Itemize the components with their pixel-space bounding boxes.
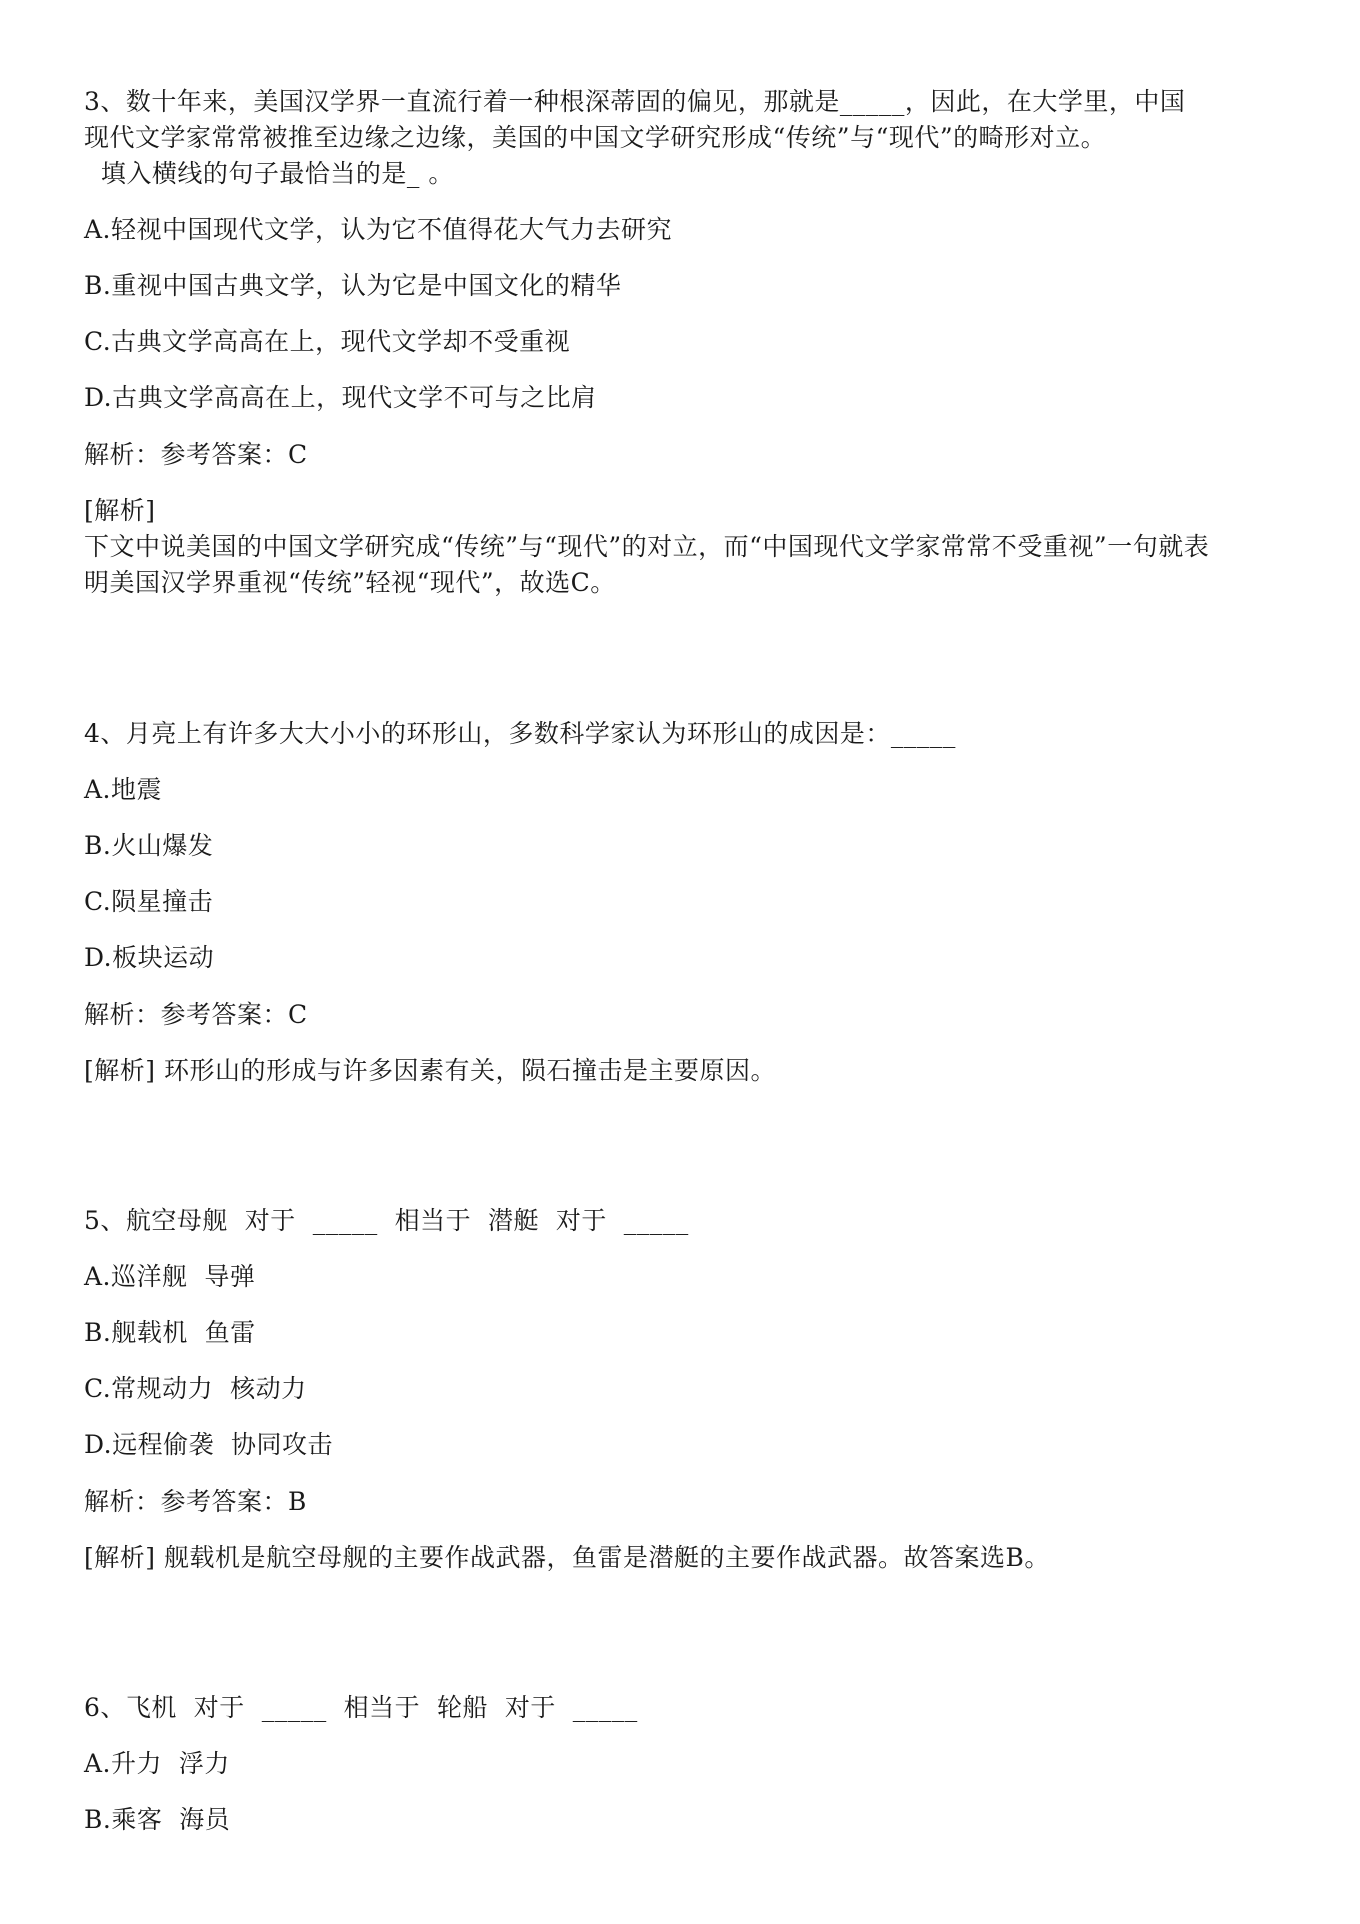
- option-b: B.重视中国古典文学，认为它是中国文化的精华: [84, 271, 622, 300]
- question-stem-line: 6、飞机 对于 _____ 相当于 轮船 对于 _____: [84, 1693, 638, 1722]
- analysis-text: [解析] 环形山的形成与许多因素有关，陨石撞击是主要原因。: [84, 1056, 776, 1085]
- option-c: C.古典文学高高在上，现代文学却不受重视: [84, 327, 571, 356]
- answer-line: 解析：参考答案：C: [84, 440, 308, 469]
- option-a: A.地震: [84, 775, 163, 804]
- answer-line: 解析：参考答案：B: [84, 1487, 307, 1516]
- option-a: A.轻视中国现代文学，认为它不值得花大气力去研究: [84, 215, 673, 244]
- answer-line: 解析：参考答案：C: [84, 1000, 308, 1029]
- option-b: B.舰载机 鱼雷: [84, 1318, 256, 1347]
- option-c: C.常规动力 核动力: [84, 1374, 307, 1403]
- question-stem-line: 4、月亮上有许多大大小小的环形山，多数科学家认为环形山的成因是：_____: [84, 719, 956, 748]
- question-stem-line: 现代文学家常常被推至边缘之边缘，美国的中国文学研究形成“传统”与“现代”的畸形对立。: [84, 123, 1107, 152]
- analysis-text: 明美国汉学界重视“传统”轻视“现代”，故选C。: [84, 568, 616, 597]
- option-d: D.远程偷袭 协同攻击: [84, 1430, 333, 1459]
- option-d: D.古典文学高高在上，现代文学不可与之比肩: [84, 383, 597, 412]
- option-a: A.巡洋舰 导弹: [84, 1262, 256, 1291]
- question-instruction: 填入横线的句子最恰当的是_ 。: [84, 159, 454, 188]
- option-d: D.板块运动: [84, 943, 215, 972]
- analysis-heading: [解析]: [84, 496, 156, 525]
- question-stem-line: 3、数十年来，美国汉学界一直流行着一种根深蒂固的偏见，那就是_____，因此，在大学里，中国: [84, 87, 1186, 116]
- analysis-text: 下文中说美国的中国文学研究成“传统”与“现代”的对立，而“中国现代文学家常常不受重视”一句就表: [84, 532, 1210, 561]
- option-a: A.升力 浮力: [84, 1749, 230, 1778]
- question-stem-line: 5、航空母舰 对于 _____ 相当于 潜艇 对于 _____: [84, 1206, 689, 1235]
- option-b: B.火山爆发: [84, 831, 214, 860]
- analysis-text: [解析] 舰载机是航空母舰的主要作战武器，鱼雷是潜艇的主要作战武器。故答案选B。: [84, 1543, 1050, 1572]
- option-c: C.陨星撞击: [84, 887, 214, 916]
- option-b: B.乘客 海员: [84, 1805, 231, 1834]
